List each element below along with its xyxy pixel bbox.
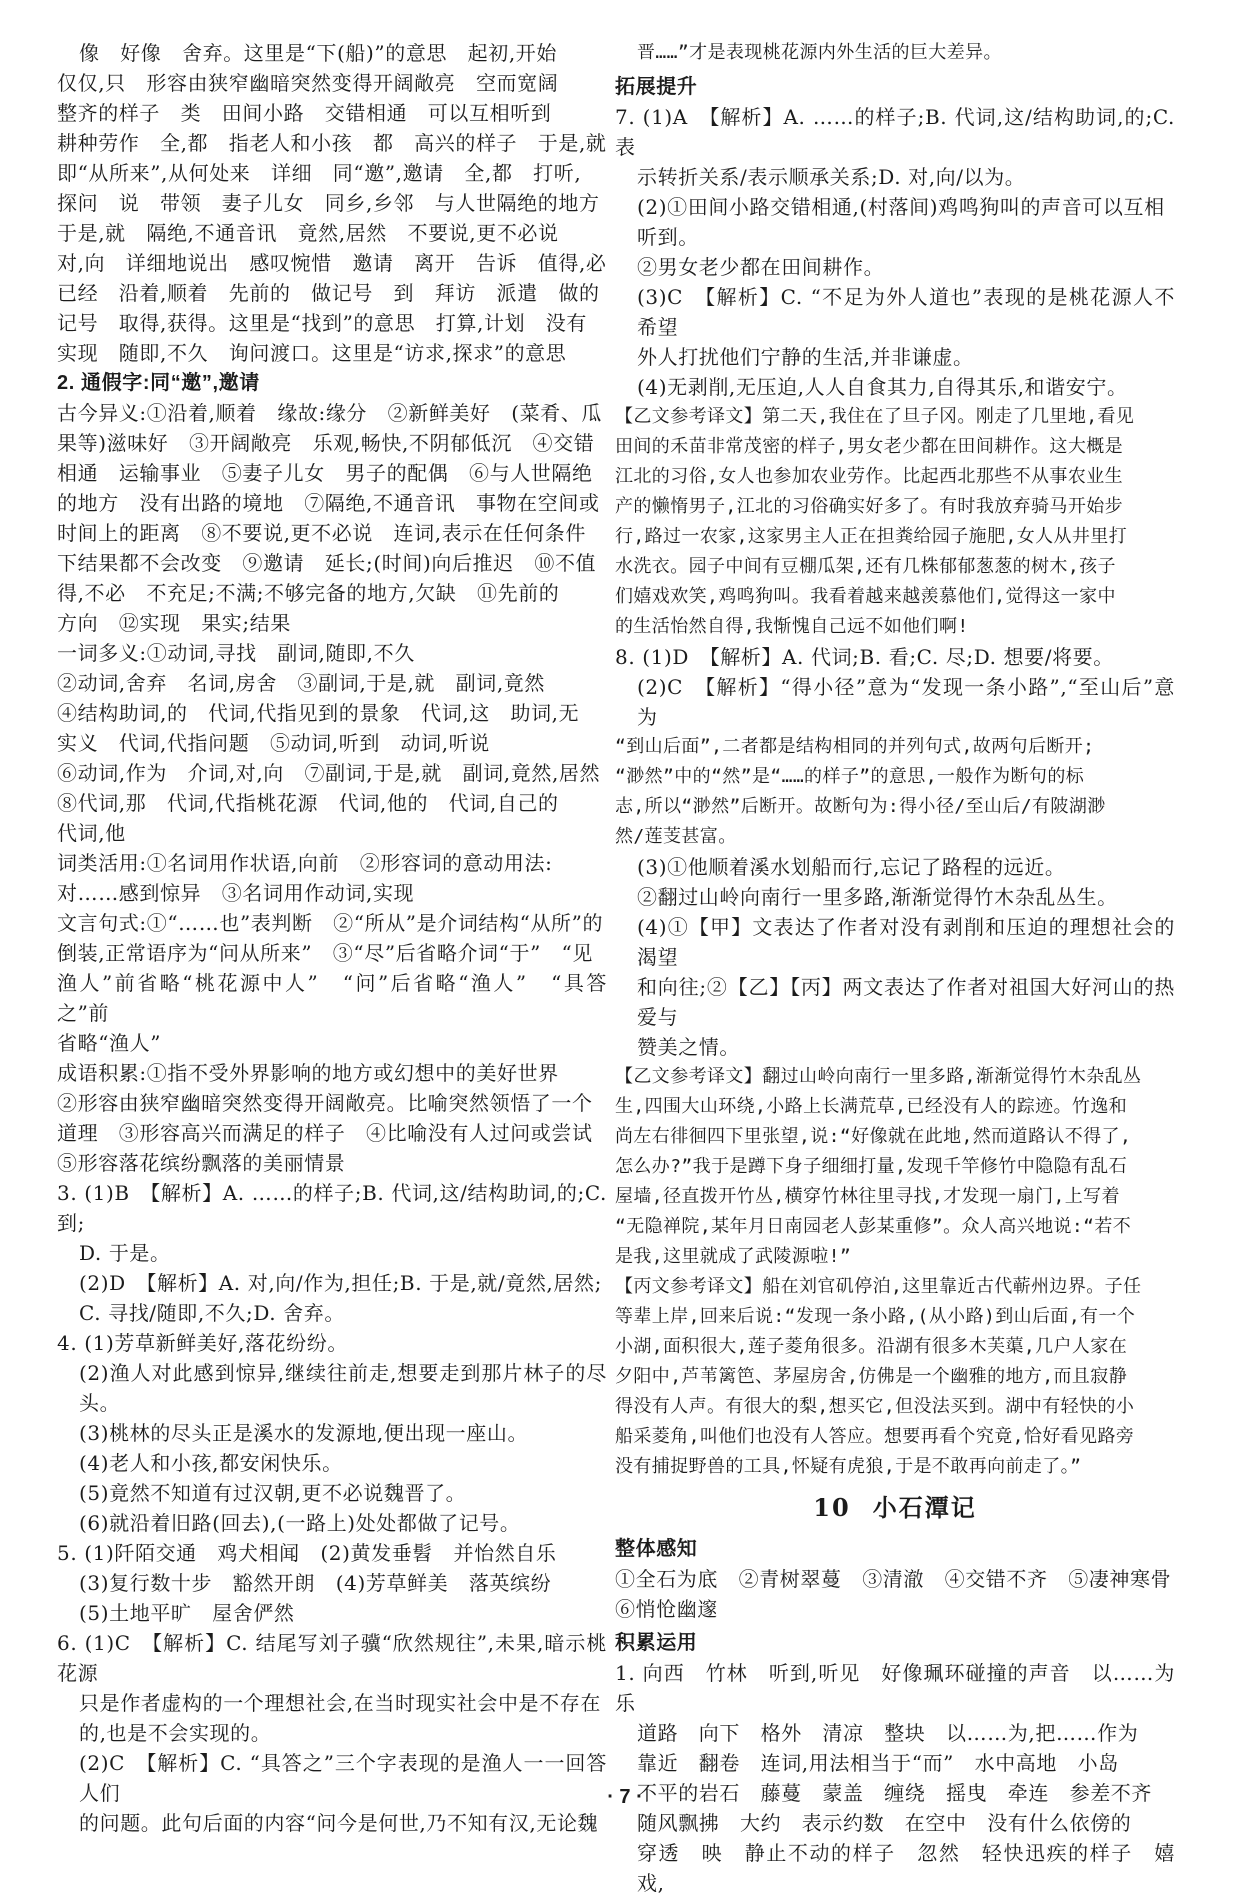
right-text-2 xyxy=(615,1532,1175,1898)
lesson-number: 10 xyxy=(813,1493,851,1522)
r7: (3)C 【解析】C. “不足为外人道也”表现的是桃花源人不希望 xyxy=(637,285,1175,339)
r29: 【乙文参考译文】翻过山岭向南行一里多路,渐渐觉得竹木杂乱丛 xyxy=(615,1066,1142,1087)
r12: 江北的习俗,女人也参加农业劳作。比起西北那些不从事农业生 xyxy=(615,466,1124,487)
r41: 船采菱角,叫他们也没有人答应。想要再看个究竟,恰好看见路旁 xyxy=(615,1426,1135,1447)
l26: 代词,他 xyxy=(57,821,126,845)
l16: 时间上的距离 ⑧不要说,更不必说 连词,表示在任何条件 xyxy=(57,521,586,545)
l17: 下结果都不会改变 ⑨邀请 延长;(时间)向后推迟 ⑩不值 xyxy=(57,551,597,575)
r26: (4)①【甲】文表达了作者对没有剥削和压迫的理想社会的渴望 xyxy=(637,915,1175,969)
l8: 已经 沿着,顺着 先前的 做记号 到 拜访 派遣 做的 xyxy=(57,281,600,305)
s6: 靠近 翻卷 连词,用法相当于“而” 水中高地 小岛 xyxy=(637,1751,1119,1775)
r14: 行,路过一农家,这家男主人正在担粪给园子施肥,女人从井里打 xyxy=(615,526,1128,547)
r2: 7. (1)A 【解析】A. ……的样子;B. 代词,这/结构助词,的;C. 表 xyxy=(615,105,1175,159)
r28: 赞美之情。 xyxy=(637,1035,740,1059)
l11: 2. 通假字:同“邀”,邀请 xyxy=(57,372,260,394)
s1: ①全石为底 ②青树翠蔓 ③清澈 ④交错不齐 ⑤凄神寒骨 xyxy=(615,1567,1172,1591)
r40: 得没有人声。有很大的梨,想买它,但没法买到。湖中有轻快的小 xyxy=(615,1396,1135,1417)
r4: (2)①田间小路交错相通,(村落间)鸡鸣狗叫的声音可以互相 xyxy=(637,195,1165,219)
r19: (2)C 【解析】“得小径”意为“发现一条小路”,“至山后”意为 xyxy=(637,675,1175,729)
r30: 生,四围大山环绕,小路上长满荒草,已经没有人的踪迹。竹逸和 xyxy=(615,1096,1128,1117)
l23: 实义 代词,代指问题 ⑤动词,听到 动词,听说 xyxy=(57,731,490,755)
r38: 小湖,面积很大,莲子菱角很多。沿湖有很多木芙蕖,几户人家在 xyxy=(615,1336,1128,1357)
l52: 的,也是不会实现的。 xyxy=(79,1721,272,1745)
r35: 是我,这里就成了武陵源啦!” xyxy=(615,1246,852,1267)
l31: 渔人”前省略“桃花源中人” “问”后省略“渔人” “具答之”前 xyxy=(57,971,607,1025)
left-column xyxy=(57,38,607,1838)
l5: 探问 说 带领 妻子儿女 同乡,乡邻 与人世隔绝的地方 xyxy=(57,191,600,215)
r10: 【乙文参考译文】第二天,我住在了旦子冈。刚走了几里地,看见 xyxy=(615,406,1135,427)
r39: 夕阳中,芦苇篱笆、茅屋房舍,仿佛是一个幽雅的地方,而且寂静 xyxy=(615,1366,1128,1387)
r37: 等辈上岸,回来后说:“发现一条小路,(从小路)到山后面,有一个 xyxy=(615,1306,1136,1327)
r6: ②男女老少都在田间耕作。 xyxy=(637,255,885,279)
r16: 们嬉戏欢笑,鸡鸣狗叫。我看着越来越羡慕他们,觉得这一家中 xyxy=(615,586,1116,607)
r13: 产的懒惰男子,江北的习俗确实好多了。有时我放弃骑马开始步 xyxy=(615,496,1124,517)
r11: 田间的禾苗非常茂密的样子,男女老少都在田间耕作。这大概是 xyxy=(615,436,1124,457)
r8: 外人打扰他们宁静的生活,并非谦虚。 xyxy=(637,345,974,369)
r17: 的生活怡然自得,我惭愧自己远不如他们啊! xyxy=(615,616,969,637)
l29: 文言句式:①“……也”表判断 ②“所从”是介词结构“从所”的 xyxy=(57,911,604,935)
l6: 于是,就 隔绝,不通音讯 竟然,居然 不要说,更不必说 xyxy=(57,221,559,245)
l49: (5)土地平旷 屋舍俨然 xyxy=(79,1601,295,1625)
l18: 得,不必 不充足;不满;不够完备的地方,欠缺 ⑪先前的 xyxy=(57,581,560,605)
r24: (3)①他顺着溪水划船而行,忘记了路程的远近。 xyxy=(637,855,1066,879)
r15: 水洗衣。园子中间有豆棚瓜架,还有几株郁郁葱葱的树木,孩子 xyxy=(615,556,1116,577)
l14: 相通 运输事业 ⑤妻子儿女 男子的配偶 ⑥与人世隔绝 xyxy=(57,461,593,485)
l2: 整齐的样子 类 田间小路 交错相通 可以互相听到 xyxy=(57,101,552,125)
r25: ②翻过山岭向南行一里多路,渐渐觉得竹木杂乱丛生。 xyxy=(637,885,1118,909)
l13: 果等)滋味好 ③开阔敞亮 乐观,畅快,不阴郁低沉 ④交错 xyxy=(57,431,595,455)
l44: (4)老人和小孩,都安闲快乐。 xyxy=(79,1451,343,1475)
s5: 道路 向下 格外 清凉 整块 以……为,把……作为 xyxy=(637,1721,1139,1745)
r31: 尚左右徘徊四下里张望,说:“好像就在此地,然而道路认不得了, xyxy=(615,1126,1132,1147)
r33: 屋墙,径直拨开竹丛,横穿竹林往里寻找,才发现一扇门,上写着 xyxy=(615,1186,1120,1207)
l45: (5)竟然不知道有过汉朝,更不必说魏晋了。 xyxy=(79,1481,467,1505)
l1: 仅仅,只 形容由狭窄幽暗突然变得开阔敞亮 空而宽阔 xyxy=(57,71,559,95)
page-number: · 7 · xyxy=(607,1786,643,1808)
l47: 5. (1)阡陌交通 鸡犬相闻 (2)黄发垂髫 并怡然自乐 xyxy=(57,1541,557,1565)
r27: 和向往;②【乙】【丙】两文表达了作者对祖国大好河山的热爱与 xyxy=(637,975,1175,1029)
l39: (2)D 【解析】A. 对,向/作为,担任;B. 于是,就/竟然,居然; xyxy=(79,1271,602,1295)
l46: (6)就沿着旧路(回去),(一路上)处处都做了记号。 xyxy=(79,1511,521,1535)
l10: 实现 随即,不久 询问渡口。这里是“访求,探求”的意思 xyxy=(57,341,567,365)
l24: ⑥动词,作为 介词,对,向 ⑦副词,于是,就 副词,竟然,居然 xyxy=(57,761,601,785)
s9: 穿透 映 静止不动的样子 忽然 轻快迅疾的样子 嬉戏, xyxy=(637,1841,1175,1895)
r22: 志,所以“渺然”后断开。故断句为:得小径/至山后/有陂湖渺 xyxy=(615,796,1106,817)
l7: 对,向 详细地说出 感叹惋惜 邀请 离开 告诉 值得,必 xyxy=(57,251,607,275)
r21: “渺然”中的“然”是“……的样子”的意思,一般作为断句的标 xyxy=(615,766,1085,787)
l34: ②形容由狭窄幽暗突然变得开阔敞亮。比喻突然领悟了一个 xyxy=(57,1091,593,1115)
r3: 示转折关系/表示顺承关系;D. 对,向/以为。 xyxy=(637,165,1026,189)
l4: 即“从所来”,从何处来 详细 同“邀”,邀请 全,都 打听, xyxy=(57,161,582,185)
r5: 听到。 xyxy=(637,225,699,249)
l53: (2)C 【解析】C. “具答之”三个字表现的是渔人一一回答人们 xyxy=(79,1751,607,1805)
l54: 的问题。此句后面的内容“问今是何世,乃不知有汉,无论魏 xyxy=(79,1811,599,1835)
l36: ⑤形容落花缤纷飘落的美丽情景 xyxy=(57,1151,346,1175)
l37: 3. (1)B 【解析】A. ……的样子;B. 代词,这/结构助词,的;C. 到; xyxy=(57,1181,607,1235)
s4: 1. 向西 竹林 听到,听见 好像珮环碰撞的声音 以……为乐 xyxy=(615,1661,1175,1715)
l22: ④结构助词,的 代词,代指见到的景象 代词,这 助词,无 xyxy=(57,701,580,725)
l15: 的地方 没有出路的境地 ⑦隔绝,不通音讯 事物在空间或 xyxy=(57,491,600,515)
l9: 记号 取得,获得。这里是“找到”的意思 打算,计划 没有 xyxy=(57,311,587,335)
s2: ⑥悄怆幽邃 xyxy=(615,1597,718,1621)
r0: 晋……”才是表现桃花源内外生活的巨大差异。 xyxy=(637,42,1002,63)
r32: 怎么办?”我于是蹲下身子细细打量,发现千竿修竹中隐隐有乱石 xyxy=(615,1156,1128,1177)
l0: 像 好像 舍弃。这里是“下(船)”的意思 起初,开始 xyxy=(79,41,558,65)
lesson-title xyxy=(615,1488,1175,1528)
r42: 没有捕捉野兽的工具,怀疑有虎狼,于是不敢再向前走了。” xyxy=(615,1456,1082,1477)
l33: 成语积累:①指不受外界影响的地方或幻想中的美好世界 xyxy=(57,1061,559,1085)
l48: (3)复行数十步 豁然开朗 (4)芳草鲜美 落英缤纷 xyxy=(79,1571,552,1595)
r18: 8. (1)D 【解析】A. 代词;B. 看;C. 尽;D. 想要/将要。 xyxy=(615,645,1114,669)
l19: 方向 ⑫实现 果实;结果 xyxy=(57,611,291,635)
l42: (2)渔人对此感到惊异,继续往前走,想要走到那片林子的尽头。 xyxy=(79,1361,607,1415)
section-overall: 整体感知 xyxy=(615,1536,698,1560)
l32: 省略“渔人” xyxy=(57,1031,162,1055)
l41: 4. (1)芳草新鲜美好,落花纷纷。 xyxy=(57,1331,348,1355)
l30: 倒装,正常语序为“问从所来” ③“尽”后省略介词“于” “见 xyxy=(57,941,593,965)
l20: 一词多义:①动词,寻找 副词,随即,不久 xyxy=(57,641,415,665)
right-column xyxy=(615,38,1175,1898)
section-expand: 拓展提升 xyxy=(615,74,698,98)
s8: 随风飘拂 大约 表示约数 在空中 没有什么依傍的 xyxy=(637,1811,1132,1835)
l38: D. 于是。 xyxy=(79,1241,171,1265)
r20: “到山后面”,二者都是结构相同的并列句式,故两句后断开; xyxy=(615,736,1095,757)
l50: 6. (1)C 【解析】C. 结尾写刘子骥“欣然规往”,未果,暗示桃花源 xyxy=(57,1631,607,1685)
l25: ⑧代词,那 代词,代指桃花源 代词,他的 代词,自己的 xyxy=(57,791,559,815)
l3: 耕种劳作 全,都 指老人和小孩 都 高兴的样子 于是,就 xyxy=(57,131,607,155)
l43: (3)桃林的尽头正是溪水的发源地,便出现一座山。 xyxy=(79,1421,529,1445)
s7: 不平的岩石 藤蔓 蒙盖 缠绕 摇曳 牵连 参差不齐 xyxy=(637,1781,1152,1805)
l28: 对……感到惊异 ③名词用作动词,实现 xyxy=(57,881,415,905)
l12: 古今异义:①沿着,顺着 缘故:缘分 ②新鲜美好 (菜肴、瓜 xyxy=(57,401,603,425)
section-accumulate: 积累运用 xyxy=(615,1630,698,1654)
l21: ②动词,舍弃 名词,房舍 ③副词,于是,就 副词,竟然 xyxy=(57,671,545,695)
l27: 词类活用:①名词用作状语,向前 ②形容词的意动用法: xyxy=(57,851,553,875)
r23: 然/莲芰甚富。 xyxy=(615,826,737,847)
left-text xyxy=(57,38,607,1838)
lesson-name: 小石潭记 xyxy=(872,1493,977,1522)
r36: 【丙文参考译文】船在刘官矶停泊,这里靠近古代蕲州边界。子任 xyxy=(615,1276,1142,1297)
l40: C. 寻找/随即,不久;D. 舍弃。 xyxy=(79,1301,345,1325)
r9: (4)无剥削,无压迫,人人自食其力,自得其乐,和谐安宁。 xyxy=(637,375,1128,399)
r34: “无隐禅院,某年月日南园老人彭某重修”。众人高兴地说:“若不 xyxy=(615,1216,1132,1237)
right-text xyxy=(615,38,1175,1482)
l35: 道理 ③形容高兴而满足的样子 ④比喻没有人过问或尝试 xyxy=(57,1121,593,1145)
l51: 只是作者虚构的一个理想社会,在当时现实社会中是不存在 xyxy=(79,1691,601,1715)
